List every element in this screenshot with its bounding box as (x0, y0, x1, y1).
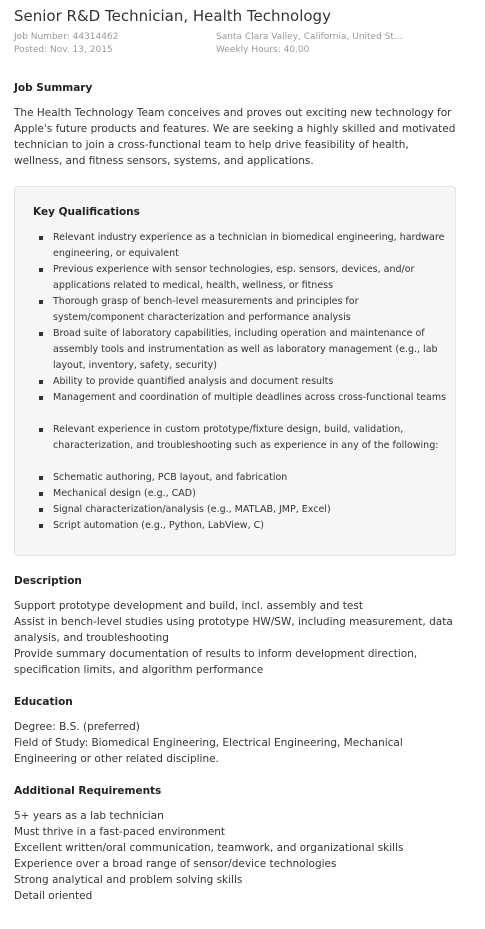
requirement-line: Strong analytical and problem solving skills (14, 874, 243, 886)
education-line: Engineering or other related discipline. (14, 753, 219, 765)
job-title: Senior R&D Technician, Health Technology (14, 7, 331, 25)
qualification-text: Schematic authoring, PCB layout, and fabrication (53, 472, 288, 483)
qualification-text: Ability to provide quantified analysis and document results (53, 376, 334, 387)
requirement-line: Excellent written/oral communication, teamwork, and organizational skills (14, 842, 404, 854)
weekly-hours: Weekly Hours: 40.00 (216, 45, 310, 55)
summary-line: wellness, and fitness sensors, systems, and applications. (14, 155, 314, 167)
key-qualifications-heading: Key Qualifications (33, 206, 140, 218)
requirement-line: 5+ years as a lab technician (14, 810, 164, 822)
description-line: Support prototype development and build, incl. assembly and test (14, 600, 363, 612)
bullet-icon (39, 332, 43, 336)
bullet-icon (39, 236, 43, 240)
bullet-icon (39, 380, 43, 384)
bullet-icon (39, 476, 43, 480)
qualification-text: Relevant experience in custom prototype/fixture design, build, validation, characterization, and troubleshooting such as experience in any of the following: (53, 424, 439, 451)
education-heading: Education (14, 696, 73, 708)
posted-date: Posted: Nov. 13, 2015 (14, 45, 113, 55)
summary-line: Apple's future products and features. We are seeking a highly skilled and motivated (14, 123, 456, 135)
job-number: Job Number: 44314462 (14, 32, 119, 42)
bullet-icon (39, 428, 43, 432)
qualification-text: Broad suite of laboratory capabilities, including operation and maintenance of assembly tools and instrumentation as well as laboratory management (e.g., lab layout, inventory, safety, security) (53, 328, 438, 371)
description-line: specification limits, and algorithm performance (14, 664, 264, 676)
requirement-line: Experience over a broad range of sensor/device technologies (14, 858, 337, 870)
qualification-text: Mechanical design (e.g., CAD) (53, 488, 196, 499)
bullet-icon (39, 268, 43, 272)
qualification-text: Script automation (e.g., Python, LabView, C) (53, 520, 264, 531)
job-summary-heading: Job Summary (14, 82, 93, 94)
description-line: Assist in bench-level studies using prototype HW/SW, including measurement, data (14, 616, 453, 628)
summary-line: technician to join a cross-functional team to help drive feasibility of health, (14, 139, 409, 151)
additional-requirements-heading: Additional Requirements (14, 785, 162, 797)
description-heading: Description (14, 575, 82, 587)
bullet-icon (39, 396, 43, 400)
requirement-line: Detail oriented (14, 890, 93, 902)
description-line: Provide summary documentation of results to inform development direction, (14, 648, 418, 660)
description-line: analysis, and troubleshooting (14, 632, 169, 644)
education-line: Field of Study: Biomedical Engineering, Electrical Engineering, Mechanical (14, 737, 403, 749)
bullet-icon (39, 492, 43, 496)
education-line: Degree: B.S. (preferred) (14, 721, 140, 733)
qualification-text: Previous experience with sensor technologies, esp. sensors, devices, and/or applications related to medical, health, wellness, or fitness (53, 264, 415, 291)
bullet-icon (39, 300, 43, 304)
bullet-icon (39, 508, 43, 512)
job-location: Santa Clara Valley, California, United St... (216, 32, 403, 42)
qualification-text: Signal characterization/analysis (e.g., MATLAB, JMP, Excel) (53, 504, 331, 515)
qualification-text: Thorough grasp of bench-level measurements and principles for system/component characterization and performance analysis (53, 296, 359, 323)
requirement-line: Must thrive in a fast-paced environment (14, 826, 226, 838)
bullet-icon (39, 524, 43, 528)
qualification-text: Relevant industry experience as a technician in biomedical engineering, hardware engineering, or equivalent (53, 232, 445, 259)
summary-line: The Health Technology Team conceives and proves out exciting new technology for (14, 107, 452, 119)
qualification-text: Management and coordination of multiple deadlines across cross-functional teams (53, 392, 447, 403)
